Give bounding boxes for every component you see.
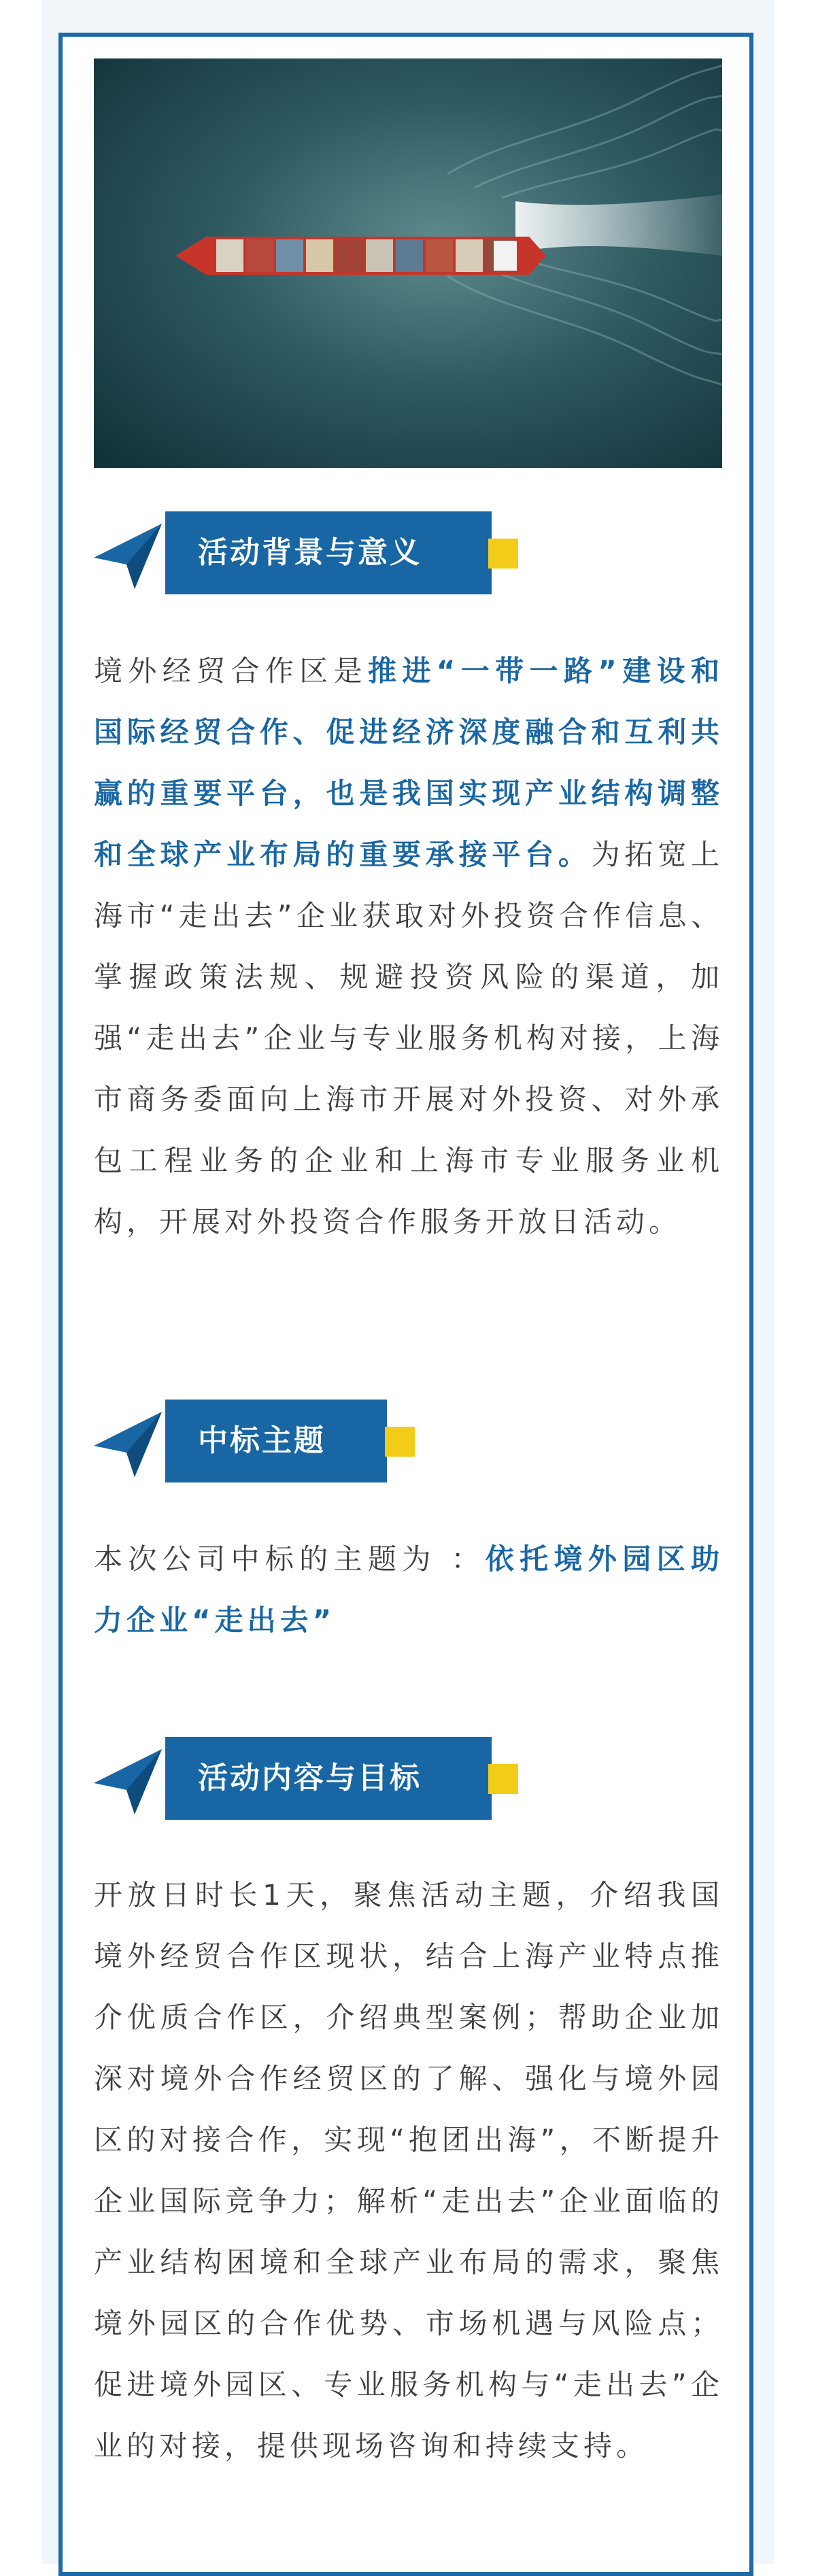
section-yellow-marker [385, 1427, 415, 1457]
section-yellow-marker [488, 1764, 518, 1794]
theme-text-highlight: 依托境外园区助力企业“走出去” [94, 1542, 724, 1637]
background-paragraph [94, 641, 724, 1253]
background-text-lead: 境外经贸合作区是 [94, 654, 369, 688]
section-yellow-marker [488, 539, 518, 569]
hero-ship-image [94, 58, 722, 468]
paper-plane-icon [94, 524, 162, 589]
theme-paragraph [94, 1529, 724, 1651]
section-header-background [94, 511, 570, 600]
theme-text-lead: 本次公司中标的主题为 ： [94, 1542, 486, 1576]
section-header-content [94, 1737, 570, 1825]
paper-plane-icon [94, 1412, 162, 1477]
section-title-content: 活动内容与目标 [165, 1737, 492, 1820]
paper-plane-icon [94, 1749, 162, 1814]
section-title-background: 活动背景与意义 [165, 511, 492, 594]
background-text-highlight: 推进“一带一路”建设和国际经贸合作、促进经济深度融合和互利共赢的重要平台，也是我国实现产业结构调整和全球产业布局的重要承接平台。 [94, 654, 724, 871]
background-text-rest: 为拓宽上海市“走出去”企业获取对外投资合作信息、掌握政策法规、规避投资风险的渠道，加强“走出去”企业与专业服务机构对接，上海市商务委面向上海市开展对外投资、对外承包工程业务的企业和上海市专业服务业机构，开展对外投资合作服务开放日活动。 [94, 838, 724, 1238]
content-paragraph: 开放日时长1天，聚焦活动主题，介绍我国境外经贸合作区现状，结合上海产业特点推介优质合作区，介绍典型案例；帮助企业加深对境外合作经贸区的了解、强化与境外园区的对接合作，实现“抱团出海”，不断提升企业国际竞争力；解析“走出去”企业面临的产业结构困境和全球产业布局的需求，聚焦境外园区的合作优势、市场机遇与风险点；促进境外园区、专业服务机构与“走出去”企业的对接，提供现场咨询和持续支持。 [94, 1878, 724, 2462]
section-header-theme [94, 1400, 502, 1488]
section-title-theme: 中标主题 [165, 1400, 387, 1482]
